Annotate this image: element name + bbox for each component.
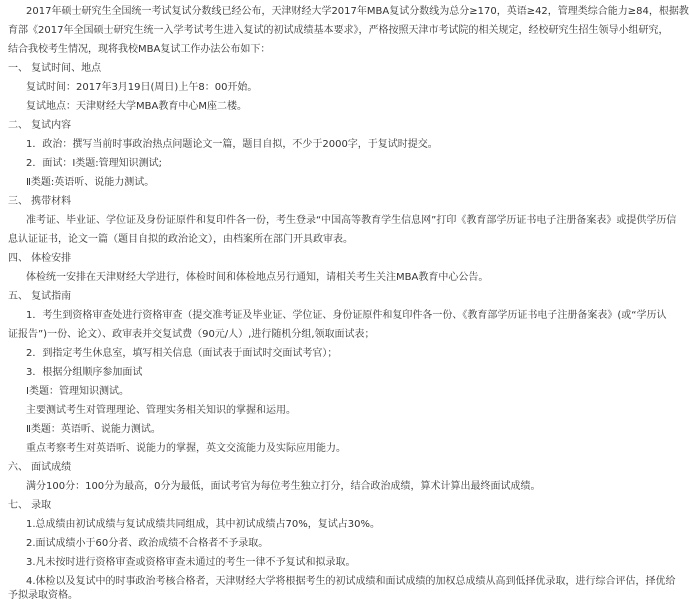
admission-rule-2: 2.面试成绩小于60分者、政治成绩不合格者不予录取。 bbox=[26, 538, 269, 549]
admission-rule-4-line-2: 予拟录取资格。 bbox=[8, 590, 78, 601]
section-heading-content: 二、 复试内容 bbox=[8, 120, 72, 131]
admission-rule-3: 3.凡未按时进行资格审查或资格审查未通过的考生一律不予复试和拟录取。 bbox=[26, 557, 356, 568]
section-heading-guide: 五、 复试指南 bbox=[8, 291, 72, 302]
guide-type2: Ⅱ类题：英语听、说能力测试。 bbox=[26, 424, 161, 435]
materials-line-2: 息认证证书，论文一篇（题目自拟的政治论文），由档案所在部门开具政审表。 bbox=[8, 234, 353, 245]
intro-paragraph-line-3: 结合我校考生情况，现将我校MBA复试工作办法公布如下： bbox=[8, 44, 271, 55]
physical-exam-text: 体检统一安排在天津财经大学进行，体检时间和体检地点另行通知，请相关考生关注MBA教育中心公告。 bbox=[26, 272, 489, 283]
intro-paragraph-line-1: 2017年硕士研究生全国统一考试复试分数线已经公布，天津财经大学2017年MBA复试分数线为总分≥170，英语≥42，管理类综合能力≥84，根据教 bbox=[26, 6, 689, 17]
admission-rule-1: 1.总成绩由初试成绩与复试成绩共同组成，其中初试成绩占70%，复试占30%。 bbox=[26, 519, 380, 530]
section-heading-materials: 三、 携带材料 bbox=[8, 196, 72, 207]
materials-line-1: 准考证、毕业证、学位证及身份证原件和复印件各一份，考生登录“中国高等教育学生信息网”打印《教育部学历证书电子注册备案表》或提供学历信 bbox=[26, 215, 677, 226]
guide-type2-desc: 重点考察考生对英语听、说能力的掌握，英文交流能力及实际应用能力。 bbox=[26, 443, 346, 454]
guide-step3: 3．根据分组顺序参加面试 bbox=[26, 367, 143, 378]
guide-type1-desc: 主要测试考生对管理理论、管理实务相关知识的掌握和运用。 bbox=[26, 405, 296, 416]
section-heading-physical-exam: 四、 体检安排 bbox=[8, 253, 72, 264]
content-interview-type1: 2．面试：Ⅰ类题:管理知识测试; bbox=[26, 158, 163, 169]
admission-rule-4-line-1: 4.体检以及复试中的时事政治考核合格者，天津财经大学将根据考生的初试成绩和面试成绩的加权总成绩从高到低择优录取，进行综合评估，择优给 bbox=[26, 576, 676, 587]
section-heading-admission: 七、 录取 bbox=[8, 500, 52, 511]
guide-step2: 2．到指定考生休息室，填写相关信息（面试表于面试时交面试考官）； bbox=[26, 348, 338, 359]
score-text: 满分100分：100分为最高，0分为最低，面试考官为每位考生独立打分，结合政治成绩，算术计算出最终面试成绩。 bbox=[26, 481, 541, 492]
intro-paragraph-line-2: 育部《2017年全国硕士研究生统一入学考试考生进入复试的初试成绩基本要求》，严格按照天津市考试院的相关规定，经校研究生招生领导小组研究， bbox=[8, 25, 669, 36]
section-heading-time-location: 一、 复试时间、地点 bbox=[8, 63, 102, 74]
guide-step1-line-1: 1．考生到资格审查处进行资格审查（提交准考证及毕业证、学位证、身份证原件和复印件各一份、《教育部学历证书电子注册备案表》(或“学历认 bbox=[26, 310, 667, 321]
retest-location: 复试地点：天津财经大学MBA教育中心M座二楼。 bbox=[26, 101, 247, 112]
content-politics: 1．政治：撰写当前时事政治热点问题论文一篇，题目自拟，不少于2000字，于复试时提交。 bbox=[26, 139, 438, 150]
guide-step1-line-2: 证报告”)一份、论文）、政审表并交复试费（90元/人）,进行随机分组,领取面试表； bbox=[8, 329, 375, 340]
section-heading-score: 六、 面试成绩 bbox=[8, 462, 72, 473]
retest-time: 复试时间：2017年3月19日(周日)上午8：00开始。 bbox=[26, 82, 258, 93]
guide-type1: Ⅰ类题：管理知识测试。 bbox=[26, 386, 129, 397]
content-interview-type2: Ⅱ类题:英语听、说能力测试。 bbox=[26, 177, 155, 188]
